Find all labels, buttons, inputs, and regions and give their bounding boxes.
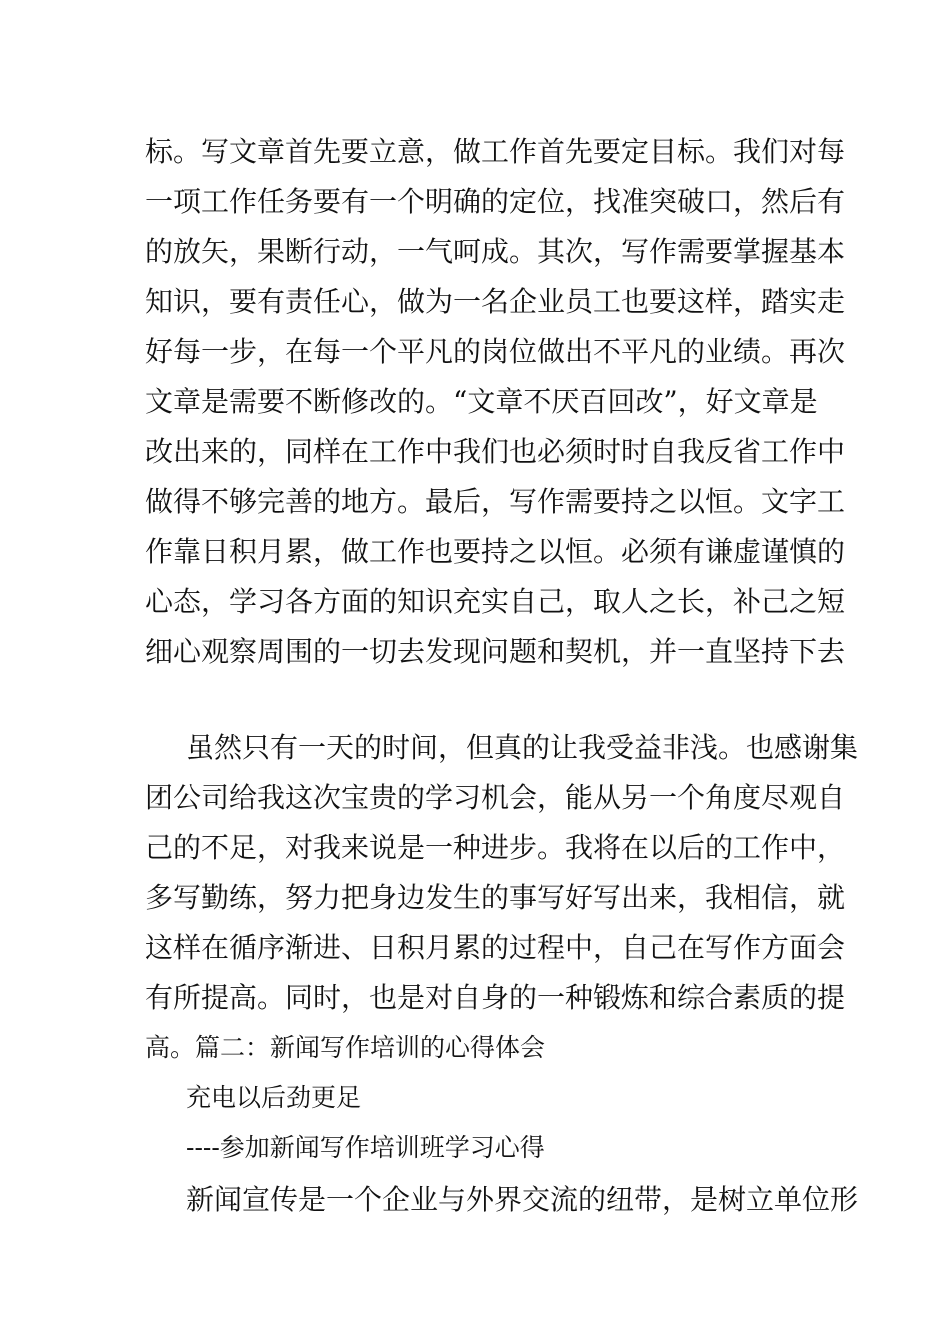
text-line-8: 做得不够完善的地方。最后，写作需要持之以恒。文字工	[145, 485, 846, 518]
article-subtitle: ----参加新闻写作培训班学习心得	[186, 1133, 545, 1162]
paragraph-2-line-2: 团公司给我这次宝贵的学习机会，能从另一个角度尽观自	[145, 781, 846, 814]
text-line-10: 心态，学习各方面的知识充实自己，取人之长，补己之短	[145, 585, 846, 618]
text-line-6: 文章是需要不断修改的。“文章不厌百回改”，好文章是	[145, 385, 818, 418]
paragraph-2-line-4: 多写勤练，努力把身边发生的事写好写出来，我相信，就	[145, 881, 846, 914]
article-title: 充电以后劲更足	[186, 1083, 362, 1112]
text-line-5: 好每一步，在每一个平凡的岗位做出不平凡的业绩。再次	[145, 335, 846, 368]
article-first-line: 新闻宣传是一个企业与外界交流的纽带，是树立单位形	[186, 1183, 859, 1216]
paragraph-2-line-6: 有所提高。同时，也是对自身的一种锻炼和综合素质的提	[145, 981, 846, 1014]
text-line-11: 细心观察周围的一切去发现问题和契机，并一直坚持下去	[145, 635, 846, 668]
text-line-9: 作靠日积月累，做工作也要持之以恒。必须有谦虚谨慎的	[145, 535, 846, 568]
paragraph-2-line-1: 虽然只有一天的时间，但真的让我受益非浅。也感谢集	[186, 731, 859, 764]
text-line-7: 改出来的，同样在工作中我们也必须时时自我反省工作中	[145, 435, 846, 468]
text-line-1: 标。写文章首先要立意，做工作首先要定目标。我们对每	[145, 135, 846, 168]
text-line-4: 知识，要有责任心，做为一名企业员工也要这样，踏实走	[145, 285, 846, 318]
paragraph-2-line-3: 己的不足，对我来说是一种进步。我将在以后的工作中，	[145, 831, 846, 864]
section-heading-line: 高。篇二：新闻写作培训的心得体会	[145, 1033, 546, 1062]
text-line-3: 的放矢，果断行动，一气呵成。其次，写作需要掌握基本	[145, 235, 846, 268]
text-line-2: 一项工作任务要有一个明确的定位，找准突破口，然后有	[145, 185, 846, 218]
paragraph-2-line-5: 这样在循序渐进、日积月累的过程中，自己在写作方面会	[145, 931, 846, 964]
